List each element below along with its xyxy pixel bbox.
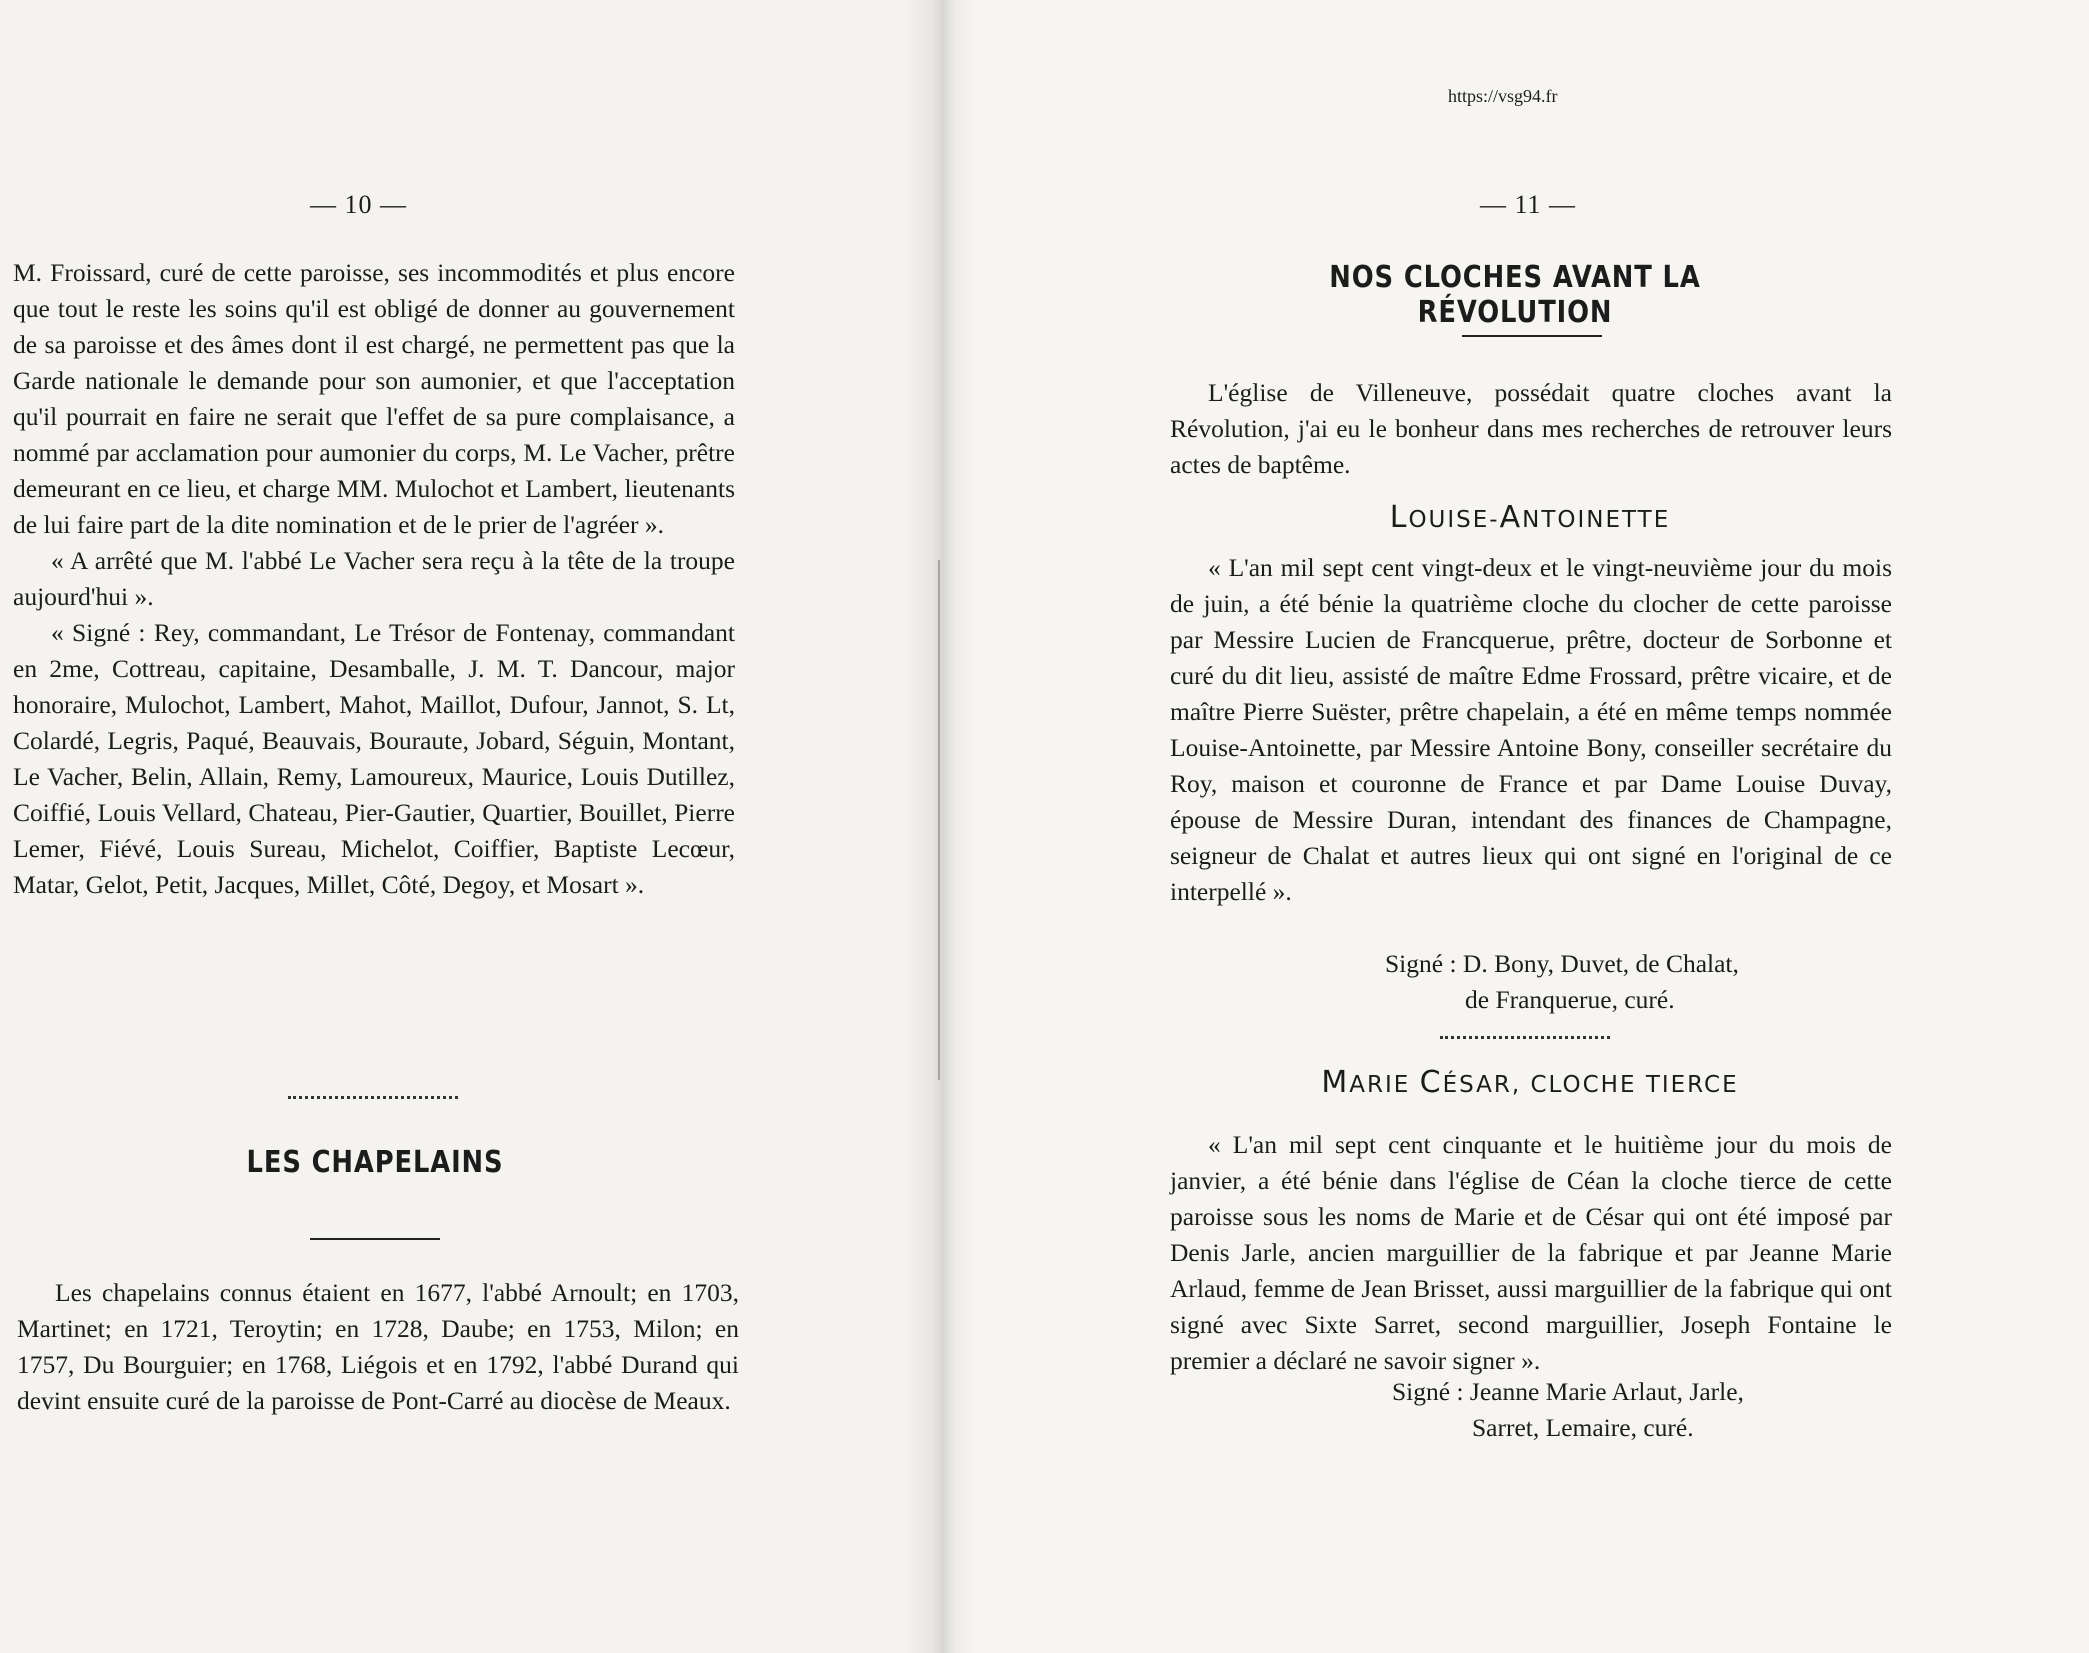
paragraph-arrete: « A arrêté que M. l'abbé Le Vacher sera reçu à la tête de la troupe aujourd'hui ». xyxy=(13,546,735,611)
section-title-chapelains: LES CHAPELAINS xyxy=(246,1145,504,1180)
chapter-title-rule xyxy=(1462,335,1602,337)
chapelains-text xyxy=(17,1275,739,1419)
chapter-title: NOS CLOCHES AVANT LA RÉVOLUTION xyxy=(1329,260,1701,330)
bell2-signature-line2: Sarret, Lemaire, curé. xyxy=(1472,1413,1694,1442)
dotted-separator xyxy=(288,1096,458,1099)
right-page-number: — 11 — xyxy=(1480,190,1577,219)
section-title-rule xyxy=(310,1238,440,1240)
left-body-text xyxy=(13,255,735,903)
paragraph-chapelains: Les chapelains connus étaient en 1677, l'abbé Arnoult; en 1703, Martinet; en 1721, Teroytin; en 1728, Daube; en 1753, Milon; en 1757, Du Bourguier; en 1768, Liégois et en 1792, l'abbé Durand qui devint ensuite curé de la paroisse de Pont-Carré au diocèse de Meaux. xyxy=(17,1278,739,1415)
bell1-signature-line1: Signé : D. Bony, Duvet, de Chalat, xyxy=(1385,949,1739,978)
paragraph-bell2: « L'an mil sept cent cinquante et le huitième jour du mois de janvier, a été bénie dans l'église de Céan la cloche tierce de cette paroisse sous les noms de Marie et de César qui ont été imposé par Denis Jarle, ancien marguillier de la fabrique et par Jeanne Marie Arlaud, femme de Jean Brisset, aussi marguillier de la fabrique qui ont signé avec Sixte Sarret, second marguillier, Joseph Fontaine le premier a déclaré ne savoir signer ». xyxy=(1170,1130,1892,1375)
paragraph-signatures: « Signé : Rey, commandant, Le Trésor de Fontenay, commandant en 2me, Cottreau, capitaine, Desamballe, J. M. T. Dancour, major honoraire, Mulochot, Lambert, Mahot, Maillot, Dufour, Jannot, S. Lt, Colardé, Legris, Paqué, Beauvais, Bouraute, Jobard, Séguin, Montant, Le Vacher, Belin, Allain, Remy, Lamoureux, Maurice, Louis Dutillez, Coiffié, Louis Vellard, Chateau, Pier-Gautier, Quartier, Bouillet, Pierre Lemer, Fiévé, Louis Sureau, Michelot, Coiffier, Baptiste Lecœur, Matar, Gelot, Petit, Jacques, Millet, Côté, Degoy, et Mosart ». xyxy=(13,618,735,899)
bell1-signature-line2: de Franquerue, curé. xyxy=(1465,985,1675,1014)
paragraph-intro: L'église de Villeneuve, possédait quatre cloches avant la Révolution, j'ai eu le bonheur dans mes recherches de retrouver leurs actes de baptême. xyxy=(1170,378,1892,479)
bell1-text xyxy=(1170,550,1892,910)
paragraph-bell1: « L'an mil sept cent vingt-deux et le vingt-neuvième jour du mois de juin, a été bénie la quatrième cloche du clocher de cette paroisse par Messire Lucien de Francquerue, prêtre, docteur de Sorbonne et curé du dit lieu, assisté de maître Edme Frossard, prêtre vicaire, et de maître Pierre Suëster, prêtre chapelain, a été en même temps nommée Louise-Antoinette, par Messire Antoine Bony, conseiller secrétaire du Roy, maison et couronne de France et par Dame Louise Duvay, épouse de Messire Duran, intendant des finances de Champagne, seigneur de Chalat et autres lieux qui ont signé en l'original de ce interpellé ». xyxy=(1170,553,1892,906)
left-page-number: — 10 — xyxy=(310,190,407,219)
bell1-heading: LOUISE-ANTOINETTE xyxy=(1389,500,1671,535)
source-url: https://vsg94.fr xyxy=(1448,86,1558,106)
intro-text xyxy=(1170,375,1892,483)
bell2-heading: MARIE CÉSAR, CLOCHE TIERCE xyxy=(1321,1065,1739,1100)
book-gutter xyxy=(905,0,975,1653)
paragraph-nomination: M. Froissard, curé de cette paroisse, ses incommodités et plus encore que tout le reste les soins qu'il est obligé de donner au gouvernement de sa paroisse et des âmes dont il est chargé, ne permettent pas que la Garde nationale le demande pour son aumonier, et que l'acceptation qu'il pourrait en faire ne serait que l'effet de sa pure complaisance, a nommé par acclamation pour aumonier du corps, M. Le Vacher, prêtre demeurant en ce lieu, et charge MM. Mulochot et Lambert, lieutenants de lui faire part de la dite nomination et de le prier de l'agréer ». xyxy=(13,258,735,539)
bell2-signature-line1: Signé : Jeanne Marie Arlaut, Jarle, xyxy=(1392,1377,1744,1406)
bell-separator xyxy=(1440,1036,1610,1039)
fold-crease xyxy=(938,560,940,1080)
bell2-text xyxy=(1170,1127,1892,1379)
